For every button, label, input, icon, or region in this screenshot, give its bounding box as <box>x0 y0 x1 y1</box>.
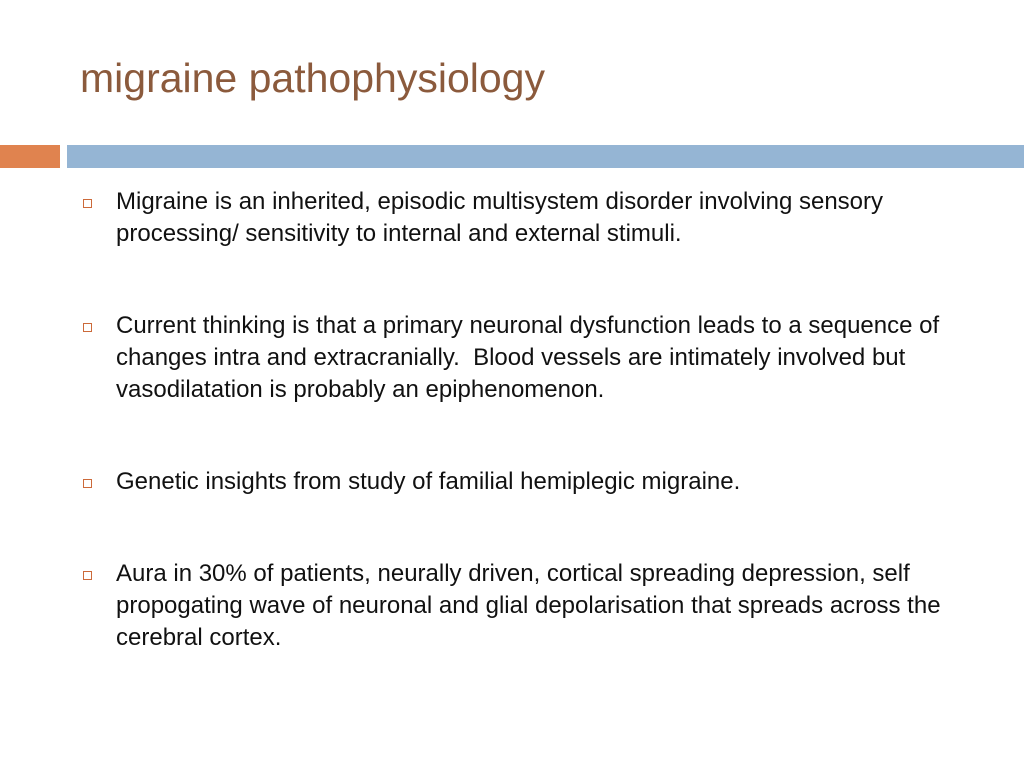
hollow-square-bullet-icon <box>83 323 92 332</box>
bullet-text: Migraine is an inherited, episodic multisystem disorder involving sensory processing/ sensitivity to internal and external stimuli. <box>116 188 884 247</box>
bullet-text: Genetic insights from study of familial hemiplegic migraine. <box>116 468 741 495</box>
bullet-item <box>80 558 960 654</box>
bullet-text: Aura in 30% of patients, neurally driven, cortical spreading depression, self propogating wave of neuronal and glial depolarisation that spreads across the cerebral cortex. <box>116 560 941 651</box>
bullet-list <box>80 186 960 654</box>
slide-title: migraine pathophysiology <box>80 55 545 101</box>
bullet-item <box>80 466 960 498</box>
hollow-square-bullet-icon <box>83 571 92 580</box>
hollow-square-bullet-icon <box>83 199 92 208</box>
bullet-item <box>80 310 960 406</box>
hollow-square-bullet-icon <box>83 479 92 488</box>
bullet-text: Current thinking is that a primary neuronal dysfunction leads to a sequence of changes intra and extracranially. Blood vessels are intimately involved but vasodilatation is probably an epiphenomenon. <box>116 312 946 403</box>
accent-bar-blue <box>67 145 1024 168</box>
accent-bar-orange <box>0 145 60 168</box>
bullet-item <box>80 186 960 250</box>
